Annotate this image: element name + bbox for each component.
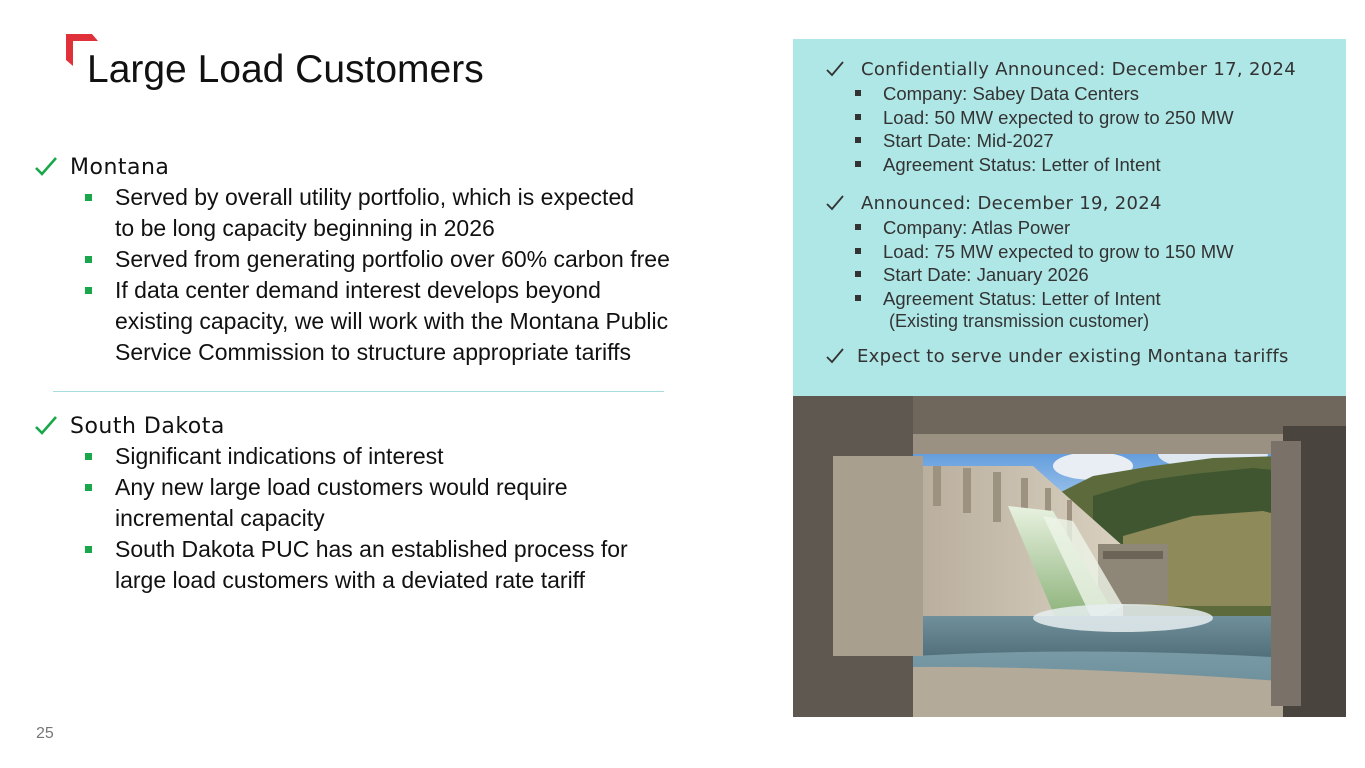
page-number: 25	[36, 725, 54, 742]
list-item: Load: 75 MW expected to grow to 150 MW	[855, 240, 1234, 264]
section-divider	[53, 391, 664, 392]
announcement-2	[825, 190, 1234, 332]
list-item: Served by overall utility portfolio, which is expected to be long capacity beginning in 2026	[84, 182, 670, 244]
square-bullet-icon	[855, 248, 861, 254]
checkmark-icon	[34, 155, 58, 179]
montana-heading: Montana	[70, 154, 170, 180]
list-item: Agreement Status: Letter of Intent	[855, 287, 1234, 311]
checkmark-icon	[34, 414, 58, 438]
south-dakota-section	[34, 411, 628, 596]
square-bullet-icon	[85, 484, 92, 491]
list-item: Company: Sabey Data Centers	[855, 82, 1296, 106]
list-item: Any new large load customers would require incremental capacity	[84, 472, 628, 534]
montana-section	[34, 152, 670, 368]
checkmark-icon	[825, 346, 845, 366]
tariff-note	[825, 343, 1289, 369]
square-bullet-icon	[85, 194, 92, 201]
square-bullet-icon	[855, 224, 861, 230]
square-bullet-icon	[855, 114, 861, 120]
south-dakota-heading: South Dakota	[70, 413, 225, 439]
square-bullet-icon	[85, 256, 92, 263]
list-item: Start Date: Mid-2027	[855, 129, 1296, 153]
checkmark-icon	[825, 193, 845, 213]
list-item: Start Date: January 2026	[855, 263, 1234, 287]
square-bullet-icon	[85, 453, 92, 460]
square-bullet-icon	[855, 295, 861, 301]
announcement-1	[825, 56, 1296, 176]
square-bullet-icon	[855, 137, 861, 143]
square-bullet-icon	[85, 546, 92, 553]
list-item: South Dakota PUC has an established process for large load customers with a deviated rate tariff	[84, 534, 628, 596]
list-item: Agreement Status: Letter of Intent	[855, 153, 1296, 177]
page-title: Large Load Customers	[87, 48, 484, 91]
list-item: Served from generating portfolio over 60% carbon free	[84, 244, 670, 275]
square-bullet-icon	[855, 161, 861, 167]
announcement-1-heading: Confidentially Announced: December 17, 2024	[861, 58, 1296, 80]
square-bullet-icon	[855, 271, 861, 277]
announcement-2-heading: Announced: December 19, 2024	[861, 192, 1162, 214]
square-bullet-icon	[855, 90, 861, 96]
list-item: If data center demand interest develops beyond existing capacity, we will work with the Montana Public Service Commission to structure appropriate tariffs	[84, 275, 670, 368]
dam-photo	[793, 396, 1346, 717]
tariff-footer: Expect to serve under existing Montana tariffs	[857, 345, 1289, 367]
announcements-panel	[793, 39, 1346, 396]
list-item: Load: 50 MW expected to grow to 250 MW	[855, 106, 1296, 130]
checkmark-icon	[825, 59, 845, 79]
list-item: Significant indications of interest	[84, 441, 628, 472]
square-bullet-icon	[85, 287, 92, 294]
list-item: Company: Atlas Power	[855, 216, 1234, 240]
transmission-note: (Existing transmission customer)	[889, 311, 1150, 332]
